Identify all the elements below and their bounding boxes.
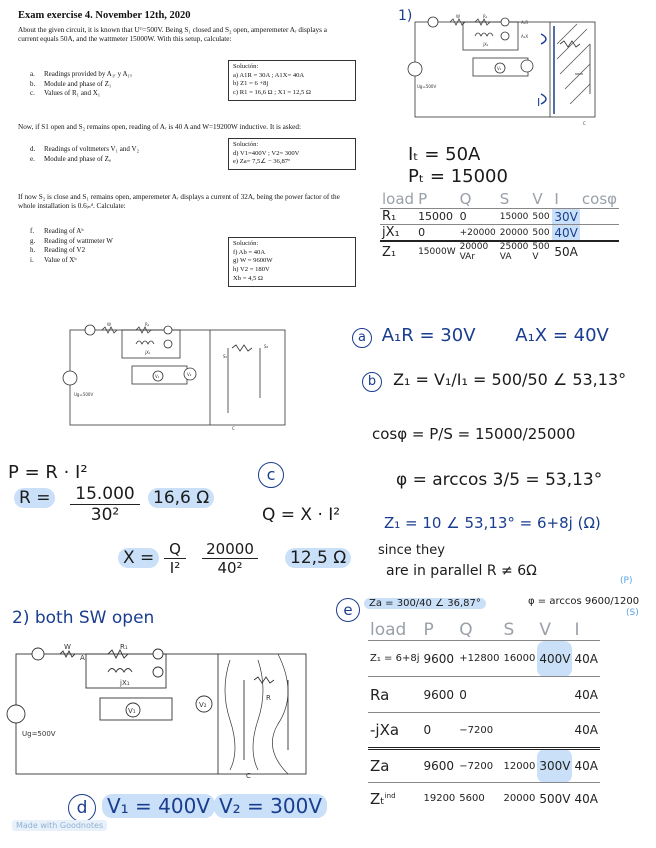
circle-d: d: [68, 794, 96, 822]
svg-text:R₁: R₁: [120, 643, 128, 651]
table-row: Z₁ = 6+8j 9600 +12800 16000 400V 40A: [368, 641, 600, 677]
r-calculation: R =: [14, 488, 55, 508]
x-result: 12,5 Ω: [285, 548, 351, 568]
list-item: h. Reading of V2: [30, 246, 86, 254]
circuit-diagram-2: [60, 318, 295, 433]
r-fraction: 15.000 30²: [70, 484, 140, 525]
list-item: a. Readings provided by A₁ᵣ y A₁ₓ: [30, 70, 133, 78]
part3-list: [30, 227, 225, 265]
node-c-label: C: [583, 121, 586, 126]
exam-title: Exam exercise 4. November 12th, 2020: [18, 10, 191, 21]
table-row: Za 9600 −7200 12000 300V 40A: [368, 749, 600, 783]
answer-b: b Z₁ = V₁/I₁ = 500/50 ∠ 53,13°: [362, 370, 626, 392]
svg-text:R₁: R₁: [145, 322, 150, 327]
source-label: Ug=500V: [417, 84, 437, 89]
load-table-2: [368, 620, 600, 815]
svg-text:jX₁: jX₁: [145, 350, 151, 355]
circuit-diagram-3: [8, 640, 318, 780]
circle-b: b: [362, 372, 382, 392]
table-header: load P Q S V I: [370, 620, 580, 640]
svg-text:W: W: [107, 322, 111, 327]
svg-text:S₁: S₁: [223, 354, 228, 359]
svg-text:A: A: [80, 654, 85, 662]
table-header: load P Q S V I cosφ: [382, 190, 618, 208]
d-v1: V₁ = 400V: [102, 794, 215, 818]
since-note-1: since they: [378, 543, 445, 558]
svg-text:W: W: [64, 643, 71, 651]
r-result: 16,6 Ω: [148, 488, 214, 508]
list-item: i. Value of Xᵇ: [30, 255, 77, 264]
it-note: Iₜ = 50A: [408, 144, 481, 165]
svg-text:C: C: [246, 772, 251, 780]
list-item: b. Module and phase of Z₁: [30, 79, 112, 88]
exam-para2: Now, if S1 open and S₂ remains open, reading of Aᵣ is 40 A and W=19200W inductive. It is asked:: [18, 123, 301, 131]
x-fraction-2: 20000 40²: [202, 540, 258, 577]
svg-text:V₂: V₂: [199, 701, 207, 709]
table-row: -jXa 0 −7200 40A: [368, 713, 600, 749]
list-item: f. Reading of Aᵇ: [30, 227, 84, 235]
since-note-2: are in parallel R ≠ 6Ω: [386, 563, 537, 579]
table-row: Ra 9600 0 40A: [368, 677, 600, 713]
section-2-title: 2) both SW open: [12, 608, 155, 628]
svg-text:V₁: V₁: [128, 707, 136, 715]
cos-equation: cosφ = P/S = 15000/25000: [372, 425, 576, 443]
x1-label: jX₁: [483, 42, 489, 47]
pt-note: Pₜ = 15000: [408, 166, 508, 187]
exam-intro: About the given circuit, it is known that Uᴳ=500V. Being S₁ closed and S₂ open, amperemeter Aᵣ displays a current equals 50A, and the wattmeter 15000W. With this setup, calculate:: [18, 26, 327, 44]
table-row: jX₁ 0 +20000 20000 500 40V: [380, 225, 619, 242]
circuit-diagram-1: [405, 14, 615, 126]
circle-c: c: [258, 462, 284, 488]
part2-list: [30, 145, 225, 164]
svg-text:Ug=500V: Ug=500V: [22, 730, 56, 738]
d-v2: V₂ = 300V: [214, 794, 327, 818]
list-item: c. Values of R₁ and X₁: [30, 89, 101, 97]
svg-text:Ug=500V: Ug=500V: [74, 392, 94, 397]
r1-label: R₁: [483, 14, 488, 19]
z1-line: Z₁ = 10 ∠ 53,13° = 6+8j (Ω): [384, 514, 601, 532]
exam-para3: If now S₂ is close and S₁ remains open, amperemeter Aᵣ displays a current of 32A, being the power factor of the whole installation is 0.6ᵢₙᵈ. Calculate:: [18, 193, 340, 211]
reactive-formula: Q = X · I²: [262, 505, 341, 525]
table-row: Z₁ 15000W 20000 VAr 25000 VA 500 V 50A: [380, 241, 619, 262]
circle-e: e: [336, 598, 360, 622]
x-calculation: X =: [118, 548, 159, 568]
svg-text:V₁: V₁: [155, 374, 160, 379]
svg-text:jX₁: jX₁: [120, 679, 130, 687]
a1x-label: A₁X: [521, 34, 529, 39]
solution-box-2: Solución: d) V1=400V ; V2= 300V e) Za= 7,5∠ − 36,87º: [228, 138, 356, 170]
svg-text:S₂: S₂: [264, 344, 269, 349]
solution-box-1: Solución: a) A1R = 30A ; A1X= 40A b) Z1 = 6 +8j c) R1 = 16,6 Ω ; X1 = 12,5 Ω: [228, 60, 356, 101]
wattmeter-label: W: [456, 14, 460, 19]
list-item: g. Reading of wattmeter W: [30, 236, 113, 245]
a1r-label: A₁R: [521, 20, 529, 25]
goodnotes-watermark: Made with Goodnotes: [12, 820, 107, 831]
v1-label: V₁: [497, 66, 502, 71]
answer-a: a A₁R = 30V A₁X = 40V: [352, 325, 609, 348]
svg-text:V₂: V₂: [187, 372, 192, 377]
part1-list: [30, 70, 225, 99]
psi-s-note: (S): [626, 608, 639, 618]
svg-text:C: C: [232, 426, 235, 431]
psi-equation: φ = arccos 9600/1200: [528, 596, 640, 607]
phi-equation: φ = arccos 3/5 = 53,13°: [396, 470, 603, 490]
psi-p-note: (P): [620, 576, 633, 586]
table-row: Zₜ$^{ind}$ 19200 5600 20000 500V 40A: [368, 783, 600, 815]
section-1-label: 1): [398, 8, 413, 24]
x-fraction-1: Q I²: [164, 540, 186, 577]
table-row: R₁ 15000 0 15000 500 30V: [380, 209, 619, 225]
list-item: e. Module and phase of Zₐ: [30, 154, 111, 163]
solution-box-3: Solución: f) Ab = 40A g) W = 9600W h) V2 = 180V Xb = 4,5 Ω: [228, 237, 356, 287]
svg-text:R: R: [266, 694, 271, 702]
za-equation: Za = 300/40 ∠ 36,87°: [364, 598, 486, 609]
load-table-1: [380, 190, 619, 262]
list-item: d. Readings of voltmeters V₁ and V₂: [30, 145, 140, 153]
power-formula: P = R · I²: [8, 462, 88, 483]
current-arrow-label: I: [537, 96, 541, 109]
circle-a: a: [352, 328, 372, 348]
